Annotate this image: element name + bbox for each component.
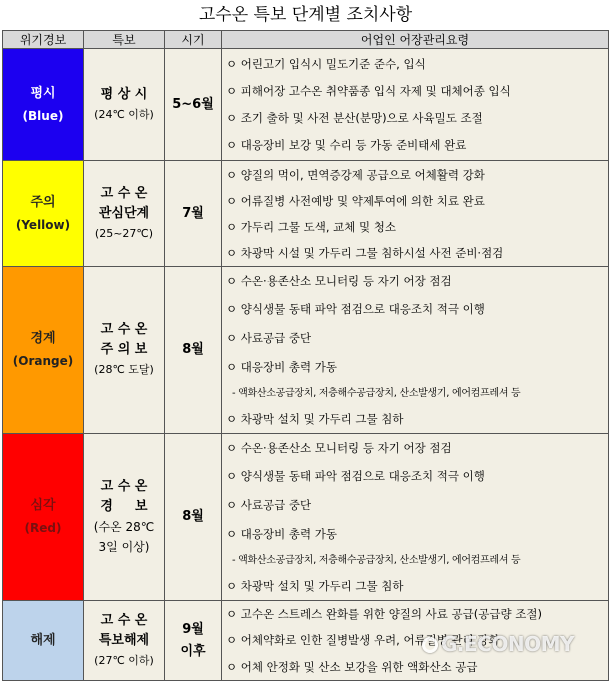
table-header-row <box>3 31 609 49</box>
list-item: ㅇ 대응장비 보강 및 수리 등 가동 준비태세 완료 <box>226 137 467 152</box>
list-item: ㅇ 차광막 설치 및 가두리 그물 침하 <box>226 579 404 593</box>
list-item: ㅇ 수온·용존산소 모니터링 등 자기 어장 점검 <box>226 274 452 288</box>
list-item: ㅇ 차광막 설치 및 가두리 그물 침하 <box>226 412 404 426</box>
period-label: 8월 <box>182 509 204 524</box>
level-label: 심각 <box>30 498 56 513</box>
list-item: ㅇ 수온·용존산소 모니터링 등 자기 어장 점검 <box>226 441 452 455</box>
warning-sub: (수온 28℃ <box>93 520 155 534</box>
warning-label: 관심단계 <box>98 205 150 221</box>
warning-cell <box>84 161 165 267</box>
measures-table <box>2 30 609 681</box>
warning-cell <box>84 267 165 434</box>
level-label: 주의 <box>30 194 56 210</box>
list-item: ㅇ 조기 출하 및 사전 분산(분망)으로 사육밀도 조절 <box>226 110 483 125</box>
period-label: 8월 <box>182 342 204 357</box>
warning-label: 평 상 시 <box>100 86 148 102</box>
level-cell-yellow <box>3 161 84 267</box>
level-cell-red <box>3 434 84 601</box>
warning-sub: (25~27℃) <box>94 226 154 240</box>
list-subitem: - 액화산소공급장치, 저층해수공급장치, 산소발생기, 에어컴프레셔 등 <box>232 388 521 399</box>
list-item: ㅇ 피해어장 고수온 취약품종 입식 자제 및 대체어종 입식 <box>226 83 511 98</box>
list-item: ㅇ 양식생물 동태 파악 점검으로 대응조치 적극 이행 <box>226 302 485 316</box>
period-cell <box>165 267 222 434</box>
header-period: 시기 <box>165 31 222 49</box>
table-row <box>3 49 609 161</box>
list-item: ㅇ 어린고기 입식시 밀도기준 준수, 입식 <box>226 56 426 71</box>
list-item: ㅇ 사료공급 중단 <box>226 331 312 345</box>
period-label: 7월 <box>182 205 204 221</box>
list-item: ㅇ 대응장비 총력 가동 <box>226 360 337 374</box>
list-item: ㅇ 고수온 스트레스 완화를 위한 양질의 사료 공급(공급량 조절) <box>226 606 542 621</box>
list-item: ㅇ 가두리 그물 도색, 교체 및 청소 <box>226 219 397 234</box>
warning-label: 고 수 온 <box>100 612 148 628</box>
level-cell-orange <box>3 267 84 434</box>
warning-cell <box>84 434 165 601</box>
list-item: ㅇ 차광막 시설 및 가두리 그물 침하시설 사전 준비·점검 <box>226 245 504 260</box>
level-en-label: (Yellow) <box>15 217 71 232</box>
header-guidelines: 어업인 어장관리요령 <box>222 31 609 49</box>
guidelines-cell <box>222 161 609 267</box>
guidelines-cell <box>222 267 609 434</box>
warning-sub: (28℃ 도달) <box>94 363 154 376</box>
table-row <box>3 161 609 267</box>
list-item: ㅇ 양질의 먹이, 면역증강제 공급으로 어체활력 강화 <box>226 167 485 182</box>
level-en-label: (Blue) <box>22 108 64 123</box>
level-en-label: (Red) <box>24 521 62 535</box>
period-label: 이후 <box>180 643 206 659</box>
warning-label: 특보해제 <box>98 632 150 648</box>
list-item: ㅇ 대응장비 총력 가동 <box>226 527 337 541</box>
warning-label: 고 수 온 <box>100 479 148 494</box>
period-label: 5~6월 <box>172 96 214 112</box>
warning-label: 경 보 <box>100 499 148 514</box>
list-item: ㅇ 사료공급 중단 <box>226 498 312 512</box>
warning-sub: (24℃ 이하) <box>94 107 154 121</box>
level-label: 해제 <box>30 632 56 648</box>
list-item: ㅇ 어류질병 사전예방 및 약제투여에 의한 치료 완료 <box>226 193 485 208</box>
header-alert-level: 위기경보 <box>3 31 84 49</box>
period-label: 9월 <box>182 621 204 637</box>
table-row <box>3 434 609 601</box>
period-cell <box>165 49 222 161</box>
watermark <box>422 632 574 656</box>
page-title: 고수온 특보 단계별 조치사항 <box>198 5 413 25</box>
warning-label: 주 의 보 <box>100 342 148 357</box>
level-label: 경계 <box>30 331 56 346</box>
list-item: ㅇ 어체 안정화 및 산소 보강을 위한 액화산소 공급 <box>226 659 478 674</box>
warning-sub: (27℃ 이하) <box>94 653 154 667</box>
period-cell <box>165 161 222 267</box>
period-cell <box>165 434 222 601</box>
table-row <box>3 267 609 434</box>
list-item: ㅇ 양식생물 동태 파악 점검으로 대응조치 적극 이행 <box>226 469 485 483</box>
warning-cell <box>84 601 165 681</box>
warning-label: 고 수 온 <box>100 185 148 201</box>
guidelines-cell <box>222 434 609 601</box>
period-cell <box>165 601 222 681</box>
warning-label: 고 수 온 <box>100 322 148 337</box>
level-en-label: (Orange) <box>12 354 74 368</box>
level-cell-released <box>3 601 84 681</box>
list-subitem: - 액화산소공급장치, 저층해수공급장치, 산소발생기, 에어컴프레셔 등 <box>232 555 521 566</box>
level-cell-blue <box>3 49 84 161</box>
warning-sub: 3일 이상) <box>98 540 150 554</box>
list-item: ㅇ 어체약화로 인한 질병발생 우려, 어류질병 관리 강화 <box>226 632 500 647</box>
watermark-text: G.ECONOMY <box>441 632 574 656</box>
header-warning: 특보 <box>84 31 165 49</box>
globe-logo-icon <box>422 637 438 653</box>
warning-cell <box>84 49 165 161</box>
guidelines-cell <box>222 49 609 161</box>
level-label: 평시 <box>30 85 56 101</box>
